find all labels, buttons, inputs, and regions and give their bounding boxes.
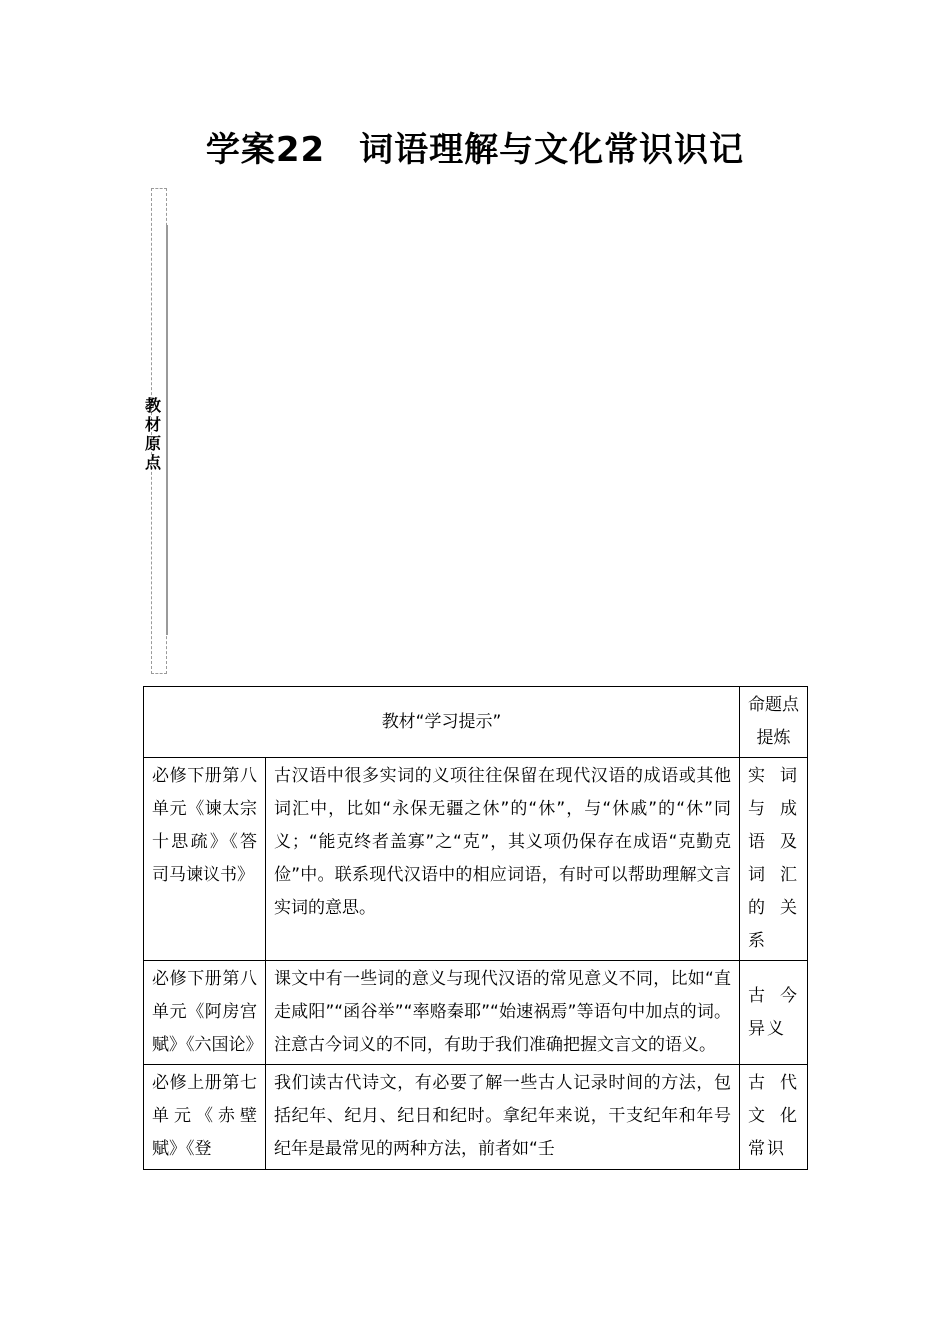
header-material: 教材“学习提示” [144, 687, 740, 758]
header-topic: 命题点提炼 [740, 687, 808, 758]
table-row [144, 1065, 808, 1170]
row-topic: 古代文化常识 [748, 1073, 799, 1159]
row-source: 必修下册第八单元《阿房宫赋》《六国论》 [144, 961, 266, 1065]
row-topic: 实词与成语及词汇的关系 [740, 758, 808, 961]
table-row [144, 758, 808, 961]
row-source: 必修上册第七单元《赤壁赋》《登 [152, 1073, 257, 1159]
row-tip: 我们读古代诗文，有必要了解一些古人记录时间的方法，包括纪年、纪月、纪日和纪时。拿纪年来说，干支纪年和年号纪年是最常见的两种方法，前者如“壬 [274, 1073, 731, 1159]
table-row [144, 961, 808, 1065]
row-topic: 古今异义 [740, 961, 808, 1065]
table-header-row [144, 687, 808, 758]
row-tip: 课文中有一些词的意义与现代汉语的常见意义不同，比如“直走咸阳”“函谷举”“率赂秦耶”“始速祸焉”等语句中加点的词。注意古今词义的不同，有助于我们准确把握文言文的语义。 [266, 961, 740, 1065]
row-tip-cell [266, 1065, 740, 1170]
title-number: 22 [275, 130, 326, 170]
row-tip: 古汉语中很多实词的义项往往保留在现代汉语的成语或其他词汇中，比如“永保无疆之休”的“休”，与“休戚”的“休”同义；“能克终者盖寡”之“克”，其义项仍保存在成语“克勤克俭”中。联系现代汉语中的相应词语，有时可以帮助理解文言实词的意思。 [266, 758, 740, 961]
row-topic-cell [740, 1065, 808, 1170]
row-source: 必修下册第八单元《谏太宗十思疏》《答司马谏议书》 [144, 758, 266, 961]
row-source-cell [144, 1065, 266, 1170]
sidebar-rule [166, 225, 168, 635]
title-text: 词语理解与文化常识识记 [359, 130, 745, 170]
page-title [0, 122, 950, 171]
study-table [143, 686, 808, 1170]
title-prefix: 学案 [205, 130, 276, 170]
sidebar-label: 教材原点 [144, 396, 161, 472]
